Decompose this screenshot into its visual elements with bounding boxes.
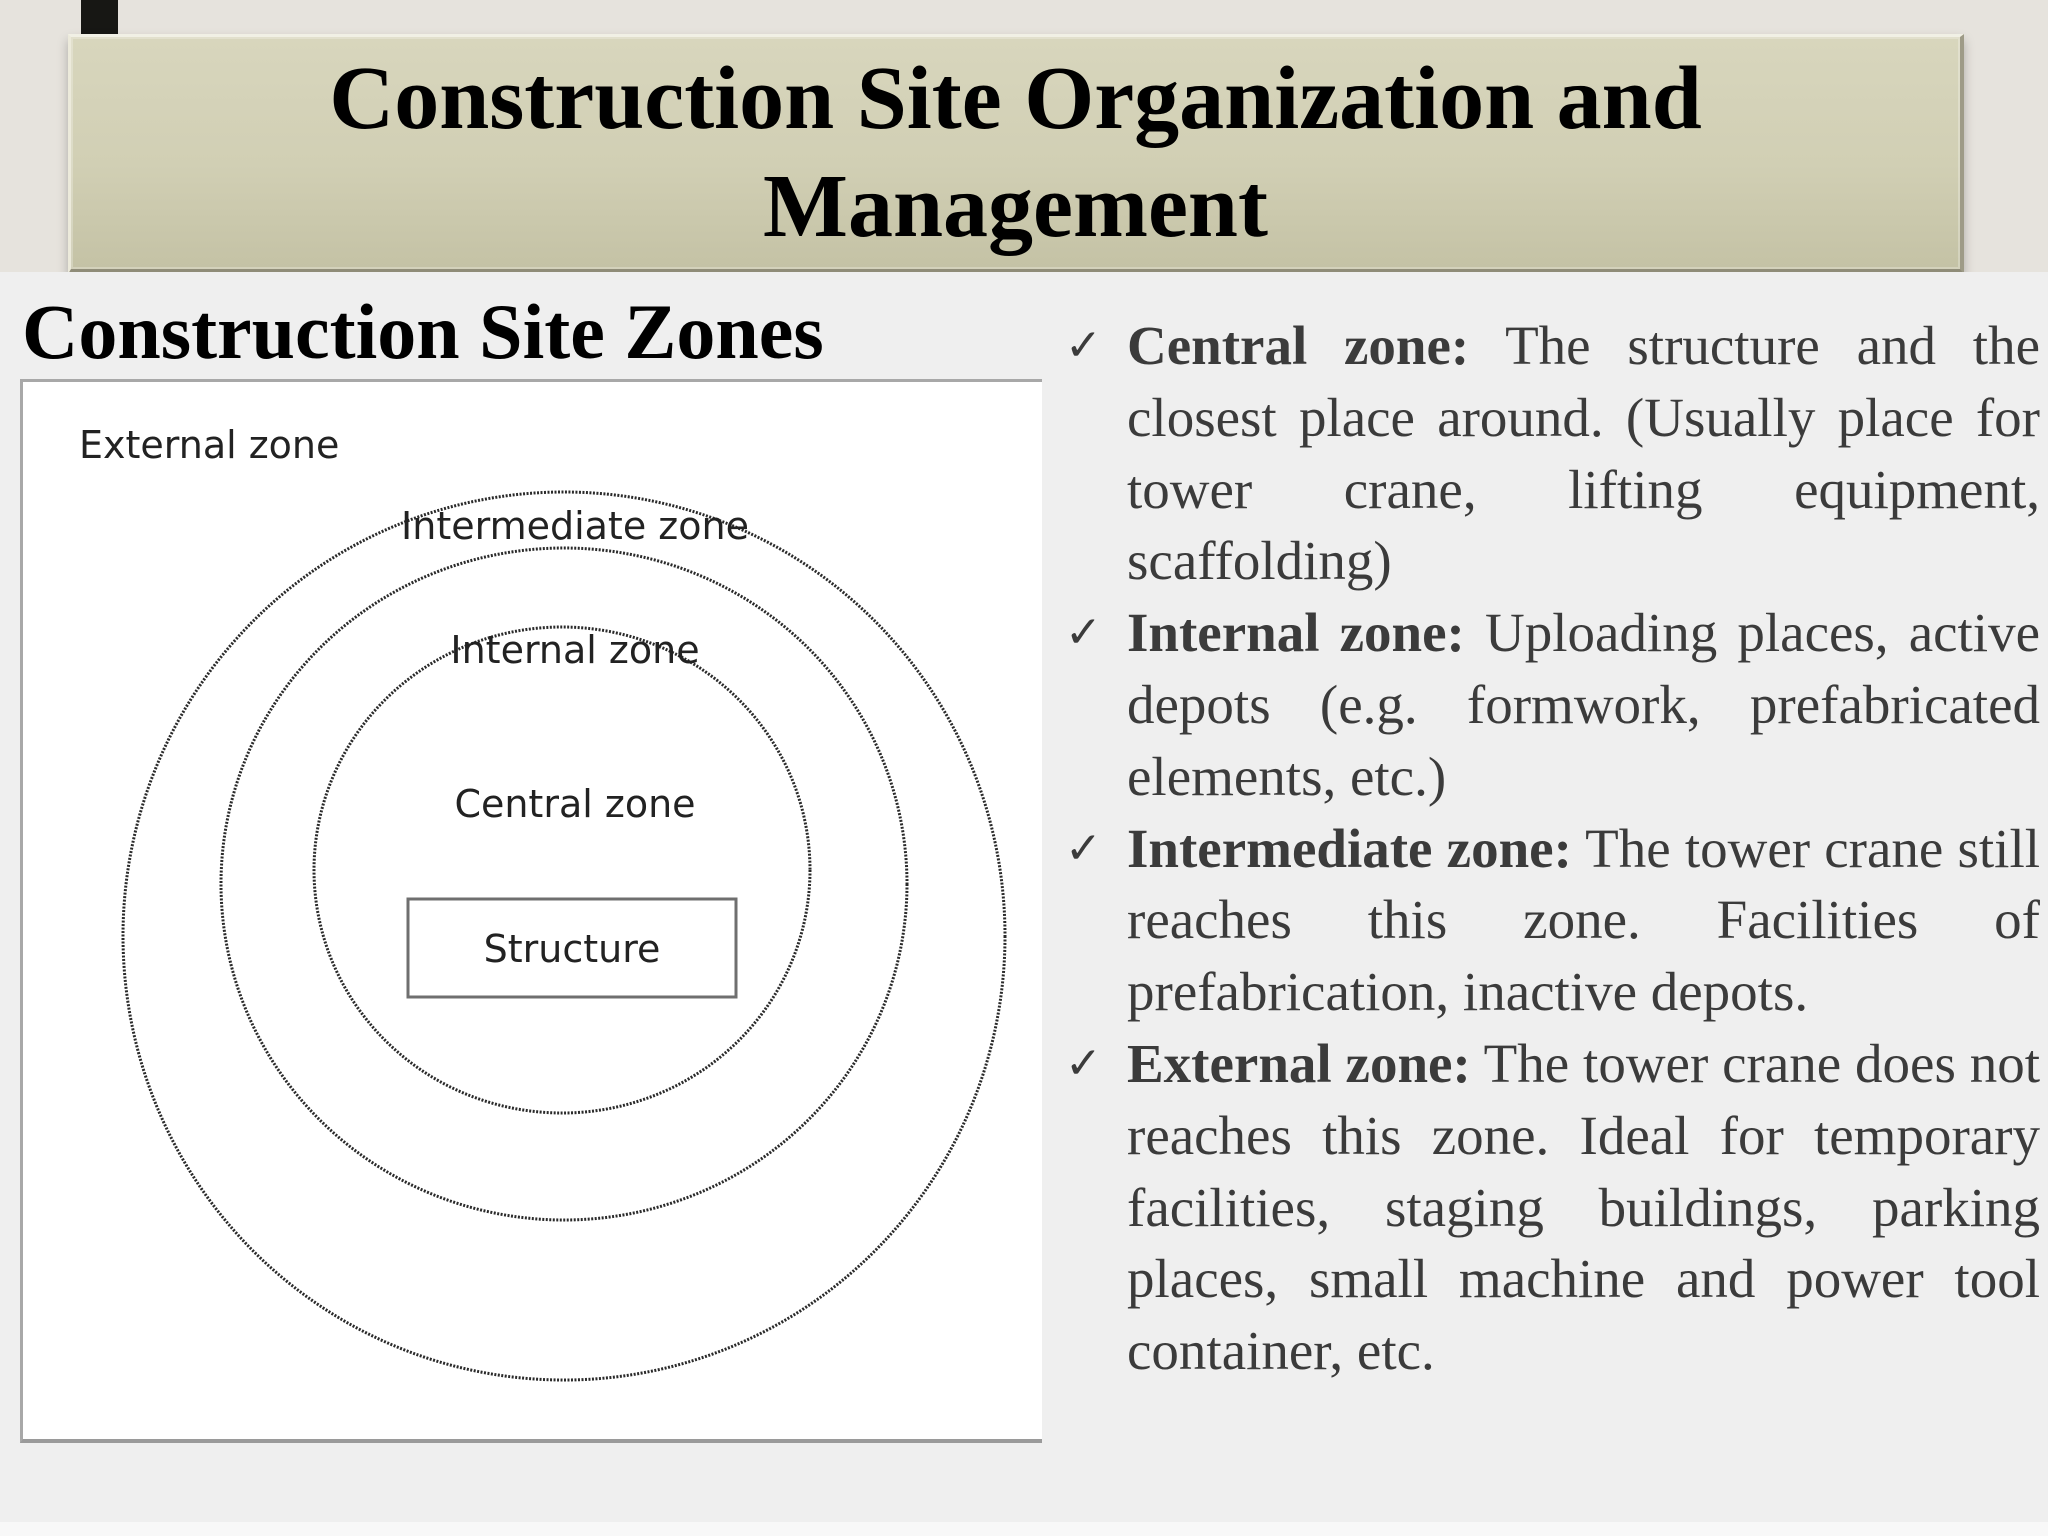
external-zone-label: External zone bbox=[79, 423, 340, 467]
section-heading: Construction Site Zones bbox=[22, 288, 824, 375]
zone-name: External zone: bbox=[1127, 1032, 1471, 1094]
intermediate-zone-label: Intermediate zone bbox=[401, 504, 749, 548]
corner-accent bbox=[81, 0, 118, 38]
zone-item-intermediate bbox=[1040, 813, 2040, 1028]
zone-diagram bbox=[20, 379, 1042, 1443]
zone-name: Internal zone: bbox=[1127, 602, 1465, 664]
zone-descriptions bbox=[1040, 310, 2040, 1387]
zone-name: Central zone: bbox=[1127, 315, 1470, 376]
check-icon: ✓ bbox=[1065, 1037, 1102, 1089]
zone-item-central bbox=[1040, 310, 2040, 597]
zone-description: Uploading places, active depots (e.g. formwork, prefabricated elements, etc.) bbox=[1127, 602, 2041, 807]
structure-label: Structure bbox=[483, 927, 661, 971]
slide-title: Construction Site Organization and Management bbox=[329, 49, 1702, 256]
check-icon: ✓ bbox=[1065, 320, 1102, 371]
zone-description: The structure and the closest place around. (Usually place for tower crane, lifting equipment, scaffolding) bbox=[1127, 315, 2040, 592]
zone-item-external bbox=[1040, 1028, 2040, 1387]
zone-description: The tower crane still reaches this zone. Facilities of prefabrication, inactive depots. bbox=[1127, 817, 2041, 1023]
zone-description: The tower crane does not reaches this zone. Ideal for temporary facilities, staging buildings, parking places, small machine and power tool container, etc. bbox=[1127, 1032, 2041, 1382]
zone-item-internal bbox=[1040, 597, 2040, 812]
bottom-strip bbox=[0, 1522, 2048, 1536]
zone-diagram-svg bbox=[23, 382, 1042, 1439]
central-zone-boundary bbox=[314, 627, 810, 1113]
central-zone-label: Central zone bbox=[454, 782, 696, 826]
check-icon: ✓ bbox=[1065, 822, 1102, 874]
title-banner bbox=[68, 34, 1964, 274]
internal-zone-label: Internal zone bbox=[450, 628, 700, 672]
zone-name: Intermediate zone: bbox=[1127, 817, 1572, 879]
check-icon: ✓ bbox=[1065, 607, 1102, 659]
